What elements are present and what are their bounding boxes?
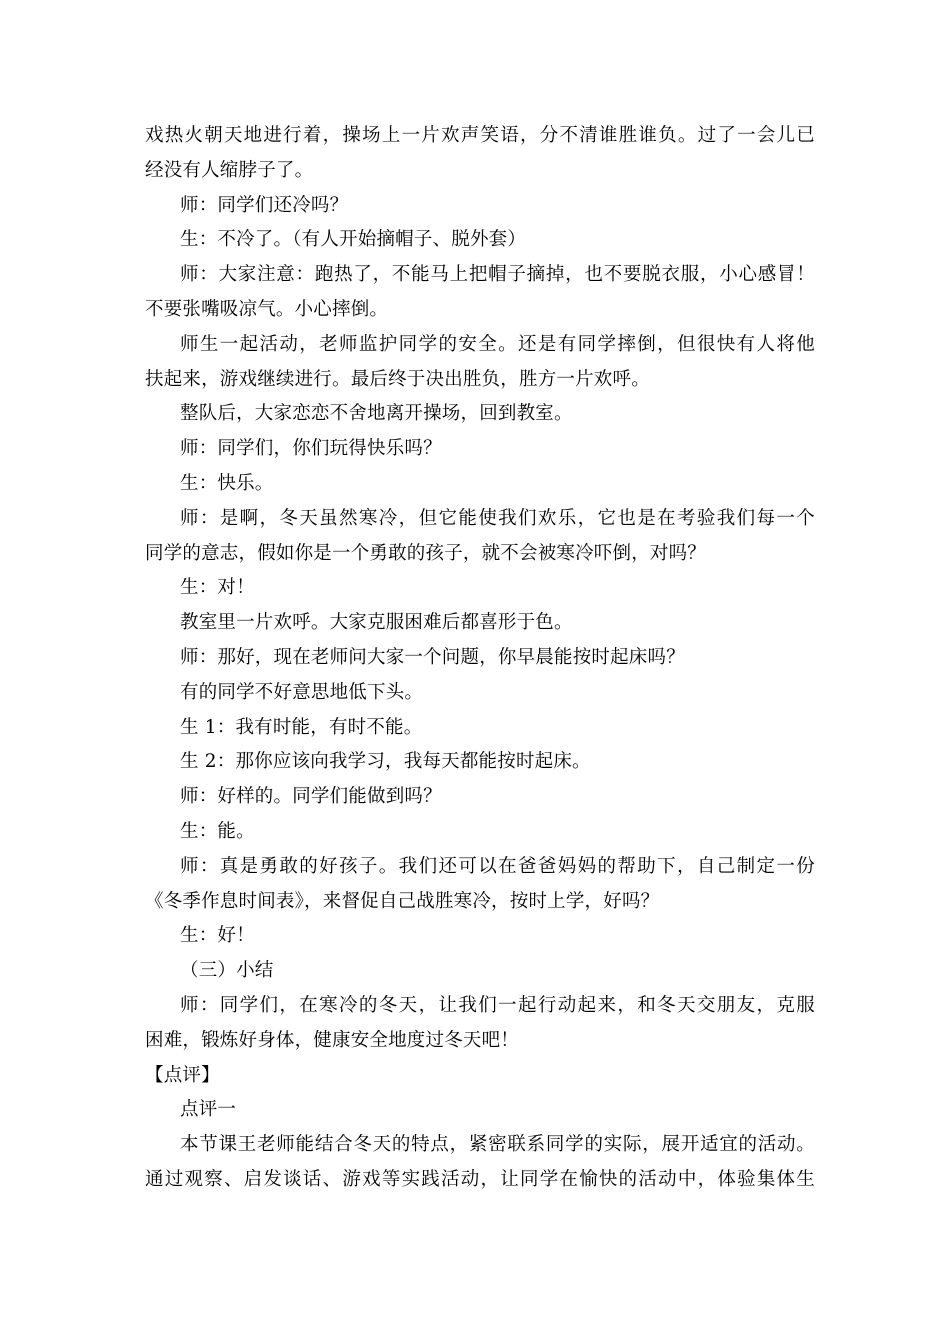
- text-line: 困难，锻炼好身体，健康安全地度过冬天吧！: [145, 1029, 520, 1051]
- dialogue-line: 师：是啊，冬天虽然寒冷，但它能使我们欢乐，它也是在考验我们每一个: [180, 507, 815, 529]
- text-line: 同学的意志，假如你是一个勇敢的孩子，就不会被寒冷吓倒，对吗？: [145, 542, 707, 564]
- paragraph-line: 本节课王老师能结合冬天的特点，紧密联系同学的实际，展开适宜的活动。: [180, 1134, 815, 1156]
- text-line: 《冬季作息时间表》，来督促自己战胜寒冷，按时上学，好吗？: [145, 890, 660, 912]
- section-heading: （三）小结: [180, 960, 274, 982]
- dialogue-line: 师：同学们，你们玩得快乐吗？: [180, 438, 442, 460]
- dialogue-line: 师：那好，现在老师问大家一个问题，你早晨能按时起床吗？: [180, 646, 685, 668]
- dialogue-line: 师：大家注意：跑热了，不能马上把帽子摘掉，也不要脱衣服，小心感冒！: [180, 264, 815, 286]
- paragraph-line: 整队后，大家恋恋不舍地离开操场，回到教室。: [180, 403, 573, 425]
- dialogue-line: 生：快乐。: [180, 472, 274, 494]
- dialogue-line: 生：对！: [180, 577, 255, 599]
- dialogue-line: 师：同学们，在寒冷的冬天，让我们一起行动起来，和冬天交朋友，克服: [180, 994, 815, 1016]
- text-line: 戏热火朝天地进行着，操场上一片欢声笑语，分不清谁胜谁负。过了一会儿已: [145, 125, 815, 146]
- paragraph-line: 有的同学不好意思地低下头。: [180, 681, 424, 703]
- comment-subheading: 点评一: [180, 1099, 237, 1121]
- paragraph-line: 教室里一片欢呼。大家克服困难后都喜形于色。: [180, 612, 573, 634]
- dialogue-line: 生：好！: [180, 925, 255, 947]
- dialogue-line: 生 2：那你应该向我学习，我每天都能按时起床。: [180, 751, 591, 773]
- text-line: 经没有人缩脖子了。: [145, 159, 314, 181]
- dialogue-line: 师：同学们还冷吗？: [180, 194, 349, 216]
- dialogue-line: 生：不冷了。（有人开始摘帽子、脱外套）: [180, 229, 527, 251]
- text-line: 不要张嘴吸凉气。小心摔倒。: [145, 298, 389, 320]
- dialogue-line: 生 1：我有时能，有时不能。: [180, 716, 423, 738]
- document-body: [145, 119, 815, 1198]
- dialogue-line: 师：真是勇敢的好孩子。我们还可以在爸爸妈妈的帮助下，自己制定一份: [180, 855, 815, 877]
- text-line: 通过观察、启发谈话、游戏等实践活动，让同学在愉快的活动中，体验集体生: [145, 1168, 815, 1190]
- dialogue-line: 师：好样的。同学们能做到吗？: [180, 786, 442, 808]
- dialogue-line: 生：能。: [180, 820, 255, 842]
- comment-heading: 【点评】: [145, 1064, 220, 1086]
- text-line: 扶起来，游戏继续进行。最后终于决出胜负，胜方一片欢呼。: [145, 368, 650, 390]
- paragraph-line: 师生一起活动，老师监护同学的安全。还是有同学摔倒，但很快有人将他: [180, 333, 815, 355]
